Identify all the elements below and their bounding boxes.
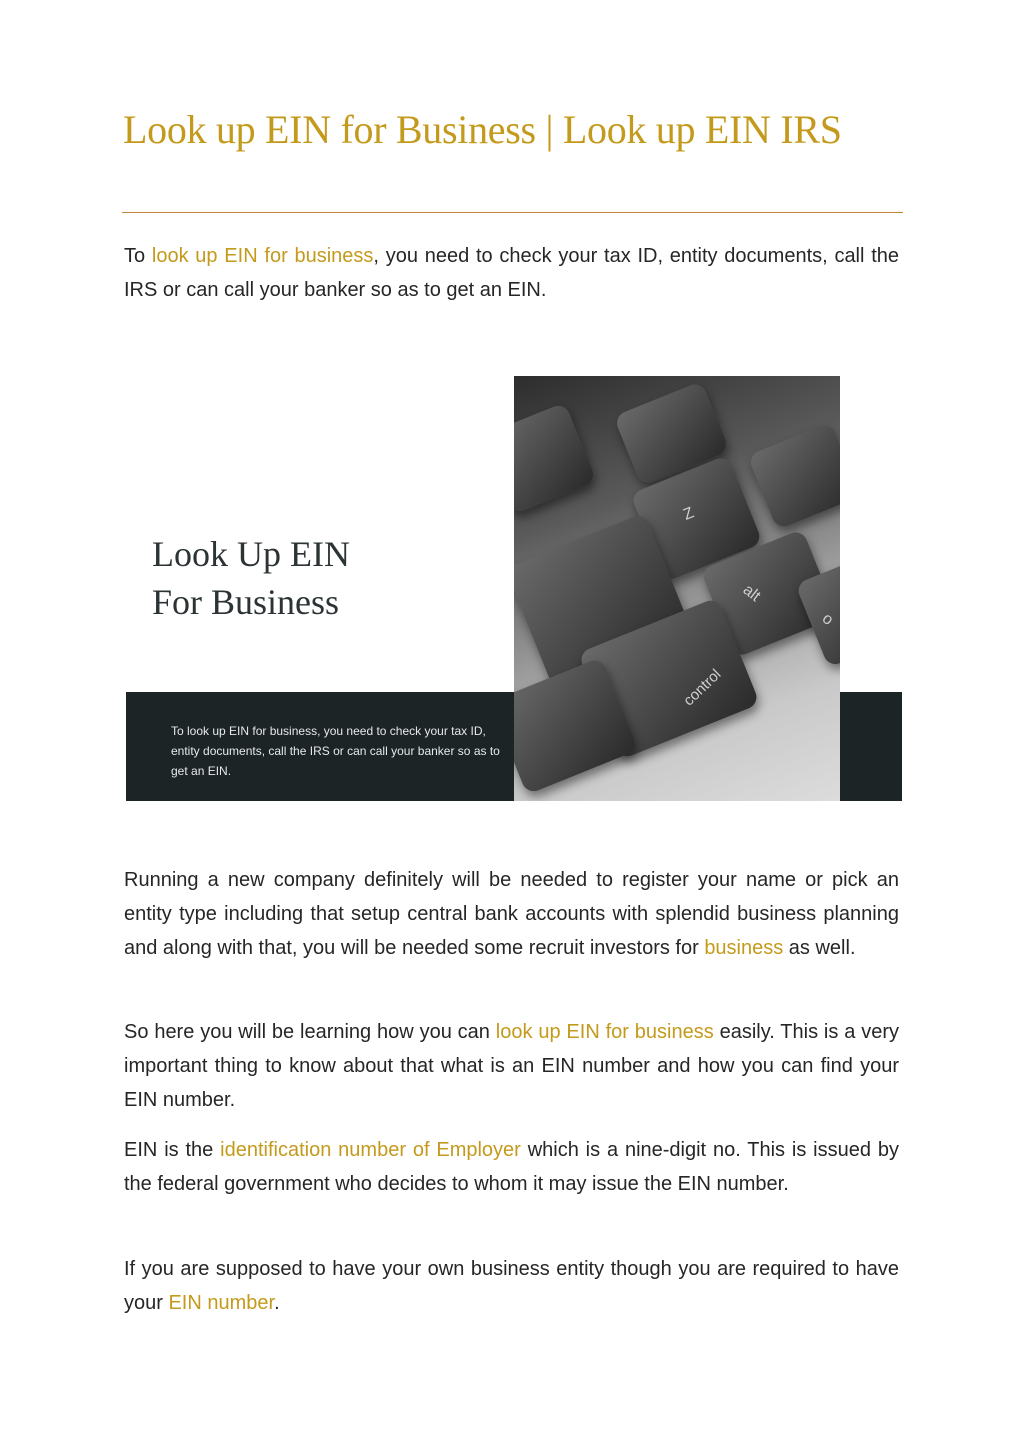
banner-heading: Look Up EIN For Business [152,534,350,622]
para4-text-start: If you are supposed to have your own business entity though you are required to have your [124,1258,899,1314]
keyboard-photo [514,376,840,801]
title-divider [122,212,903,213]
para4-text-end: . [274,1292,280,1314]
intro-text-end: , you need to check your tax ID, entity documents, call the IRS or can call your banker so as to get an EIN. [124,245,899,301]
para3-text-start: EIN is the [124,1139,221,1161]
intro-paragraph [124,239,899,307]
paragraph-ein-definition [124,1133,899,1201]
paragraph-learning [124,1015,899,1117]
business-link[interactable]: business [704,937,784,959]
banner-caption: To look up EIN for business, you need to check your tax ID, entity documents, call the IRS or can call your banker so as to get an EIN. [171,724,500,778]
keyboard-key [514,402,597,515]
para2-text-start: So here you will be learning how you can [124,1021,496,1043]
key-label-o: o [818,609,837,629]
para3-text-end: which is a nine-digit no. This is issued by the federal government who decides to whom it may issue the EIN number. [124,1139,899,1195]
key-label-z: Z [680,504,697,524]
banner-image [124,376,902,801]
intro-link[interactable]: look up EIN for business [151,245,374,267]
paragraph-business-entity [124,1252,899,1320]
keyboard-key [747,422,840,530]
para1-text-end: as well. [783,937,856,959]
key-label-alt: alt [739,581,764,606]
para1-text-start: Running a new company definitely will be needed to register your name or pick an entity type including that setup central bank accounts with splendid business planning and along with that, you will be needed some recruit investors for [124,869,899,959]
ein-number-link[interactable]: EIN number [168,1292,275,1314]
page-title: Look up EIN for Business | Look up EIN IRS [123,107,842,152]
identification-number-link[interactable]: identification number of Employer [220,1139,521,1161]
key-label-control: control [680,665,725,710]
look-up-ein-link[interactable]: look up EIN for business [495,1021,714,1043]
para2-text-end: easily. This is a very important thing to know about that what is an EIN number and how you can find your EIN number. [124,1021,899,1111]
paragraph-running-company [124,863,899,965]
intro-text-start: To [124,245,152,267]
